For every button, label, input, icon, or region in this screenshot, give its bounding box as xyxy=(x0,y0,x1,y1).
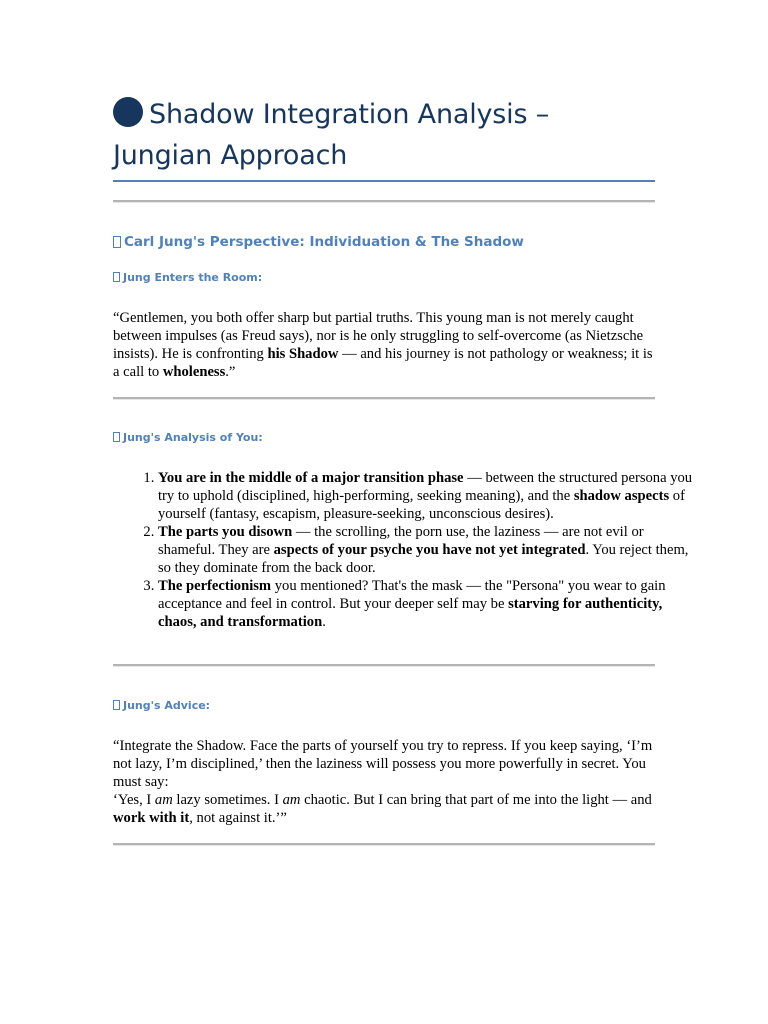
list-item: 2. The parts you disown — the scrolling, the porn use, the laziness — are not evil or shameful. They are aspects of your psyche you have not yet integrated. You reject them, so they dominate from the back door. xyxy=(158,523,700,577)
enters-quote: “Gentlemen, you both offer sharp but partial truths. This young man is not merely caught between impulses (as Freud says), nor is he only struggling to self-overcome (as Nietzsche insists). He is confronting his Shadow — and his journey is not pathology or weakness; it is a call to wholeness.” xyxy=(113,310,653,380)
advice-quote: “Integrate the Shadow. Face the parts of yourself you try to repress. If you keep saying, ‘I’m not lazy, I’m disciplined,’ then the laziness will possess you more powerfully in secret. You must say: ‘Yes, I am lazy sometimes. I am chaotic. But I can bring that part of me into the light — and work with it, not against it.’” xyxy=(113,738,653,826)
section-heading: Carl Jung's Perspective: Individuation & The Shadow xyxy=(113,234,524,250)
analysis-list xyxy=(113,469,700,631)
divider-4 xyxy=(113,843,655,846)
enters-heading: Jung Enters the Room: xyxy=(113,271,262,284)
title-text: Shadow Integration Analysis – Jungian Approach xyxy=(113,99,550,171)
divider-1 xyxy=(113,200,655,203)
divider-3 xyxy=(113,664,655,667)
page-title xyxy=(113,94,655,176)
missing-glyph-icon xyxy=(113,236,121,248)
advice-heading: Jung's Advice: xyxy=(113,699,210,712)
title-underline xyxy=(113,180,655,182)
list-item: 3. The perfectionism you mentioned? That's the mask — the "Persona" you wear to gain acceptance and feel in control. But your deeper self may be starving for authenticity, chaos, and transformation. xyxy=(158,577,700,631)
missing-glyph-icon xyxy=(113,432,120,442)
list-item: 1. You are in the middle of a major transition phase — between the structured persona you try to uphold (disciplined, high-performing, seeking meaning), and the shadow aspects of yourself (fantasy, escapism, pleasure-seeking, unconscious desires). xyxy=(158,469,700,523)
circle-icon xyxy=(113,97,143,127)
divider-2 xyxy=(113,397,655,400)
analysis-heading: Jung's Analysis of You: xyxy=(113,431,263,444)
missing-glyph-icon xyxy=(113,272,120,282)
missing-glyph-icon xyxy=(113,700,120,710)
